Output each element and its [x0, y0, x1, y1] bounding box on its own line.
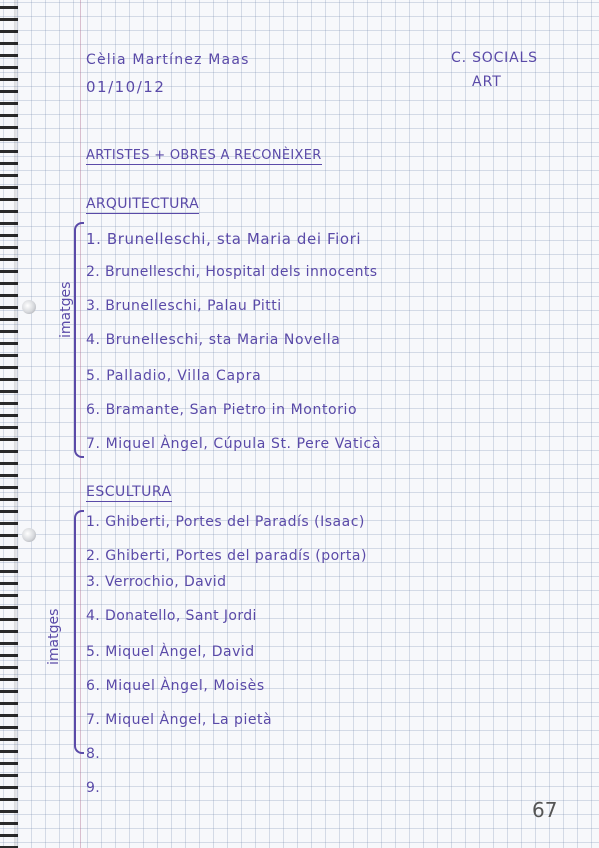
list-item: 1. Ghiberti, Portes del Paradís (Isaac)	[86, 514, 365, 530]
page-number: 67	[532, 798, 558, 822]
subject-label-2: ART	[472, 74, 502, 90]
list-item: 6. Bramante, San Pietro in Montorio	[86, 402, 358, 418]
list-item: 2. Brunelleschi, Hospital dels innocents	[86, 264, 378, 280]
list-item: 5. Miquel Àngel, David	[86, 644, 255, 660]
list-item: 7. Miquel Àngel, La pietà	[86, 712, 273, 728]
bracket-escultura	[74, 510, 84, 754]
list-item: 3. Brunelleschi, Palau Pitti	[86, 298, 282, 314]
punch-hole	[22, 528, 36, 542]
side-label-escultura: imatges	[46, 608, 62, 665]
list-item: 3. Verrochio, David	[86, 574, 227, 590]
section-heading-escultura: ESCULTURA	[86, 484, 172, 500]
section-heading-arquitectura: ARQUITECTURA	[86, 196, 200, 212]
punch-hole	[22, 300, 36, 314]
binding-shadow	[14, 0, 20, 848]
list-item: 7. Miquel Àngel, Cúpula St. Pere Vaticà	[86, 436, 382, 452]
list-item: 1. Brunelleschi, sta Maria dei Fiori	[86, 230, 362, 248]
list-item: 8.	[86, 746, 101, 762]
note-date: 01/10/12	[86, 78, 166, 96]
list-item: 5. Palladio, Villa Capra	[86, 368, 262, 384]
list-item: 4. Brunelleschi, sta Maria Novella	[86, 332, 341, 348]
list-item: 4. Donatello, Sant Jordi	[86, 608, 257, 624]
list-item: 6. Miquel Àngel, Moisès	[86, 678, 265, 694]
list-item: 9.	[86, 780, 101, 796]
bracket-arquitectura	[74, 222, 84, 458]
list-item: 2. Ghiberti, Portes del paradís (porta)	[86, 548, 367, 564]
student-name: Cèlia Martínez Maas	[86, 52, 250, 68]
subject-label: C. SOCIALS	[451, 50, 538, 66]
page-title: ARTISTES + OBRES A RECONÈIXER	[86, 148, 322, 163]
side-label-arquitectura: imatges	[58, 281, 74, 338]
